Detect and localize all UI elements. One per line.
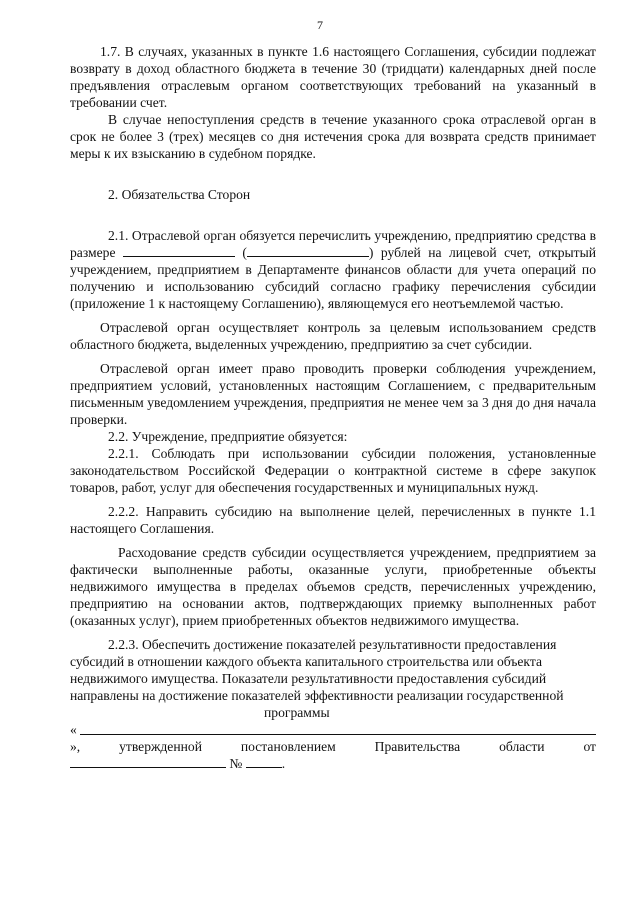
program-name-blank: [80, 734, 596, 735]
paragraph-2-2-2: 2.2.2. Направить субсидию на выполнение целей, перечисленных в пункте 1.1 настоящего Соглашения.: [70, 504, 596, 536]
word-postanovleniem: постановлением: [240, 739, 336, 754]
paragraph-1-7: 1.7. В случаях, указанных в пункте 1.6 настоящего Соглашения, субсидии подлежат возврату в доход областного бюджета в течение 30 (тридцати) календарных дней после предъявления отраслевым органом соответствующих требований на указанный в требовании счет.: [70, 44, 596, 110]
paragraph-2-2-3-text: 2.2.3. Обеспечить достижение показателей результативности предоставления субсидий в отношении каждого объекта капитального строительства или объекта недвижимого имущества. Показатели результативности предоставления субсидий направлены на достижение показателей эффективности реализации государственной: [70, 637, 564, 703]
document-body: [70, 43, 596, 772]
paragraph-nonreceipt: В случае непоступления средств в течение указанного срока отраслевой орган в срок не более 3 (трех) месяцев со дня истечения срока для возврата средств принимает меры к их взысканию в судебном порядке.: [70, 112, 596, 161]
amount-words-blank: [247, 244, 369, 257]
date-number-line: [70, 755, 596, 772]
paragraph-2-2-1: 2.2.1. Соблюдать при использовании субсидии положения, установленные законодательством Российской Федерации о контрактной системе в сфере закупок товаров, работ, услуг для обеспечения государственных и муниципальных нужд.: [70, 446, 596, 495]
paragraph-control: Отраслевой орган осуществляет контроль за целевым использованием средств областного бюджета, выделенных учреждению, предприятию за счет субсидии.: [70, 320, 596, 352]
open-quote: «: [70, 722, 77, 737]
paragraph-2-1-start: 2.1. Отраслевой орган обязуется перечислить учреждению, предприятию средства в размере: [70, 228, 596, 260]
paragraph-2-2: 2.2. Учреждение, предприятие обязуется:: [108, 429, 348, 444]
paragraph-spending: Расходование средств субсидии осуществляется учреждением, предприятием за фактически выполненные работы, оказанные услуги, приобретенные объекты недвижимого имущества в пределах объемов средств, перечисленных учреждению, предприятию на основании актов, подтверждающих приемку выполненных работ (оказанных услуг), прием приобретенных объектов недвижимого имущества.: [70, 545, 596, 628]
approval-line: [70, 738, 596, 755]
number-blank: [246, 755, 282, 768]
section-2-heading: 2. Обязательства Сторон: [108, 187, 251, 202]
final-dot: .: [281, 756, 286, 771]
word-pravitelstva: Правительства: [374, 739, 461, 754]
close-quote: »,: [70, 739, 81, 754]
paragraph-2-2-3: [70, 636, 596, 721]
word-oblasti: области: [499, 739, 545, 754]
paragraph-checks: Отраслевой орган имеет право проводить проверки соблюдения учреждением, предприятием условий, установленных настоящим Соглашением, с предварительным письменным уведомлением учреждения, предприятия не менее чем за 3 дня до дня начала проверки.: [70, 361, 596, 427]
number-sign: №: [229, 756, 243, 771]
word-utverzhdennoy: утвержденной: [119, 739, 202, 754]
paragraph-2-1-end: рублей на лицевой счет, открытый учреждением, предприятием в Департаменте финансов области для учета операций по получению и использованию субсидий согласно графику перечисления субсидии (приложение 1 к настоящему Соглашению), являющемуся его неотъемлемой частью.: [70, 245, 596, 311]
date-blank: [70, 755, 226, 768]
word-programmy: программы: [264, 705, 330, 720]
amount-blank: [123, 244, 235, 257]
program-name-line: [70, 721, 596, 738]
word-ot: от: [583, 739, 596, 754]
page-number: 7: [317, 18, 323, 32]
paragraph-2-1: 2.1. Отраслевой орган обязуется перечислить учреждению, предприятию средства в размере ( ) рублей на лицевой счет, открытый учреждением, предприятием в Департаменте финансов области для учета операций по получению и использованию субсидий согласно графику перечисления субсидии (приложение 1 к настоящему Соглашению), являющемуся его неотъемлемой частью.: [70, 228, 596, 311]
